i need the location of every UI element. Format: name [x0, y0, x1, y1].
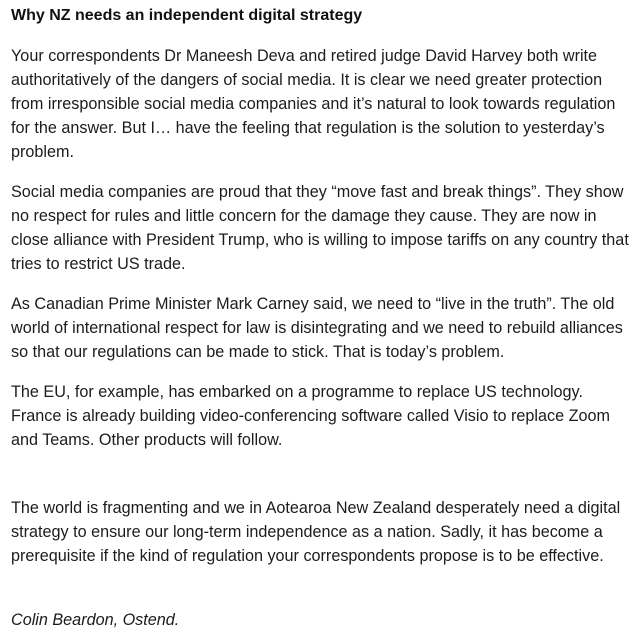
article-paragraph: Your correspondents Dr Maneesh Deva and retired judge David Harvey both write authoritatively of the dangers of social media. It is clear we need greater protection from irresponsible social media companies and it’s natural to look towards regulation for the answer. But I… have the feeling that regulation is the solution to yesterday’s problem. [11, 47, 616, 161]
article-paragraph: As Canadian Prime Minister Mark Carney said, we need to “live in the truth”. The old world of international respect for law is disintegrating and we need to rebuild alliances so that our regulations can be made to stick. That is today’s problem. [11, 295, 623, 361]
article-title: Why NZ needs an independent digital strategy [11, 7, 363, 24]
author-signature: Colin Beardon, Ostend. [11, 611, 180, 629]
article-paragraph: The world is fragmenting and we in Aotearoa New Zealand desperately need a digital strategy to ensure our long-term independence as a nation. Sadly, it has become a prerequisite if the kind of regulation your correspondents propose is to be effective. [11, 499, 621, 565]
article-paragraph: Social media companies are proud that they “move fast and break things”. They show no respect for rules and little concern for the damage they cause. They are now in close alliance with President Trump, who is willing to impose tariffs on any country that tries to restrict US trade. [11, 183, 629, 273]
article-paragraph: The EU, for example, has embarked on a programme to replace US technology. France is already building video-conferencing software called Visio to replace Zoom and Teams. Other products will follow. [11, 383, 610, 449]
